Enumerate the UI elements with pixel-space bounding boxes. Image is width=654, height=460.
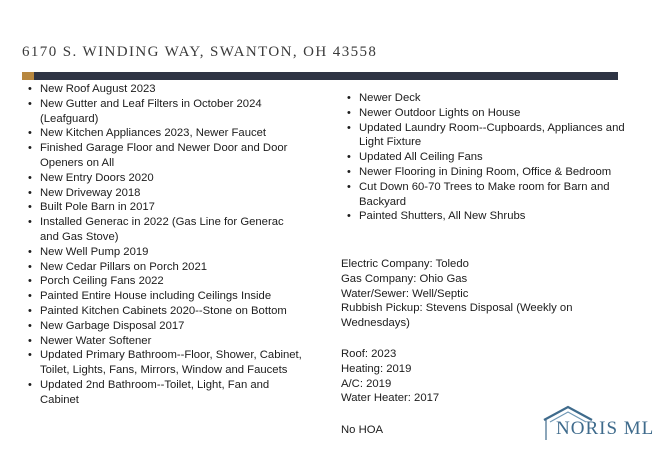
list-item: • New Cedar Pillars on Porch 2021: [22, 260, 302, 275]
list-item: • Painted Shutters, All New Shrubs: [341, 209, 633, 224]
utility-line: Electric Company: Toledo: [341, 258, 469, 270]
list-item: • Painted Entire House including Ceilings Inside: [22, 289, 302, 304]
utility-line: Gas Company: Ohio Gas: [341, 272, 468, 285]
system-line: Roof: 2023: [341, 348, 397, 360]
list-item: • Newer Outdoor Lights on House: [341, 106, 633, 121]
list-item: • Updated All Ceiling Fans: [341, 150, 633, 165]
list-item: • New Well Pump 2019: [22, 245, 302, 260]
systems-section: [341, 347, 631, 406]
list-item: • New Gutter and Leaf Filters in October 2024 (Leafguard): [22, 97, 302, 127]
left-feature-list: [22, 82, 302, 408]
hoa-note: No HOA: [341, 424, 384, 436]
right-feature-list: [341, 91, 633, 224]
system-line: Water Heater: 2017: [341, 392, 440, 405]
utilities-section: [341, 257, 631, 331]
list-item: • Finished Garage Floor and Newer Door and Door Openers on All: [22, 141, 302, 171]
list-item: • Painted Kitchen Cabinets 2020--Stone on Bottom: [22, 304, 302, 319]
list-item: • Newer Water Softener: [22, 334, 302, 349]
mls-logo: [542, 404, 654, 444]
header-divider-accent: [22, 72, 34, 80]
list-item: • Cut Down 60-70 Trees to Make room for Barn and Backyard: [341, 180, 633, 210]
list-item: • Newer Flooring in Dining Room, Office & Bedroom: [341, 165, 633, 180]
system-line: Heating: 2019: [341, 362, 412, 375]
list-item: • Installed Generac in 2022 (Gas Line for Generac and Gas Stove): [22, 215, 302, 245]
list-item: • Updated Primary Bathroom--Floor, Shower, Cabinet, Toilet, Lights, Fans, Mirrors, Window and Faucets: [22, 348, 302, 378]
list-item: • Newer Deck: [341, 91, 633, 106]
list-item: • New Kitchen Appliances 2023, Newer Faucet: [22, 126, 302, 141]
utility-line: Rubbish Pickup: Stevens Disposal (Weekly on Wednesdays): [341, 302, 573, 330]
list-item: • New Entry Doors 2020: [22, 171, 302, 186]
logo-wordmark: NORIS ML: [556, 418, 654, 439]
system-line: A/C: 2019: [341, 377, 392, 390]
list-item: • Updated Laundry Room--Cupboards, Appliances and Light Fixture: [341, 121, 633, 151]
list-item: • Updated 2nd Bathroom--Toilet, Light, Fan and Cabinet: [22, 378, 302, 408]
list-item: • Porch Ceiling Fans 2022: [22, 274, 302, 289]
utility-line: Water/Sewer: Well/Septic: [341, 287, 469, 300]
list-item: • Built Pole Barn in 2017: [22, 200, 302, 215]
property-address-title: 6170 S. WINDING WAY, SWANTON, OH 43558: [22, 44, 378, 60]
list-item: • New Roof August 2023: [22, 82, 302, 97]
header-divider-bar: [22, 72, 618, 80]
list-item: • New Driveway 2018: [22, 186, 302, 201]
list-item: • New Garbage Disposal 2017: [22, 319, 302, 334]
